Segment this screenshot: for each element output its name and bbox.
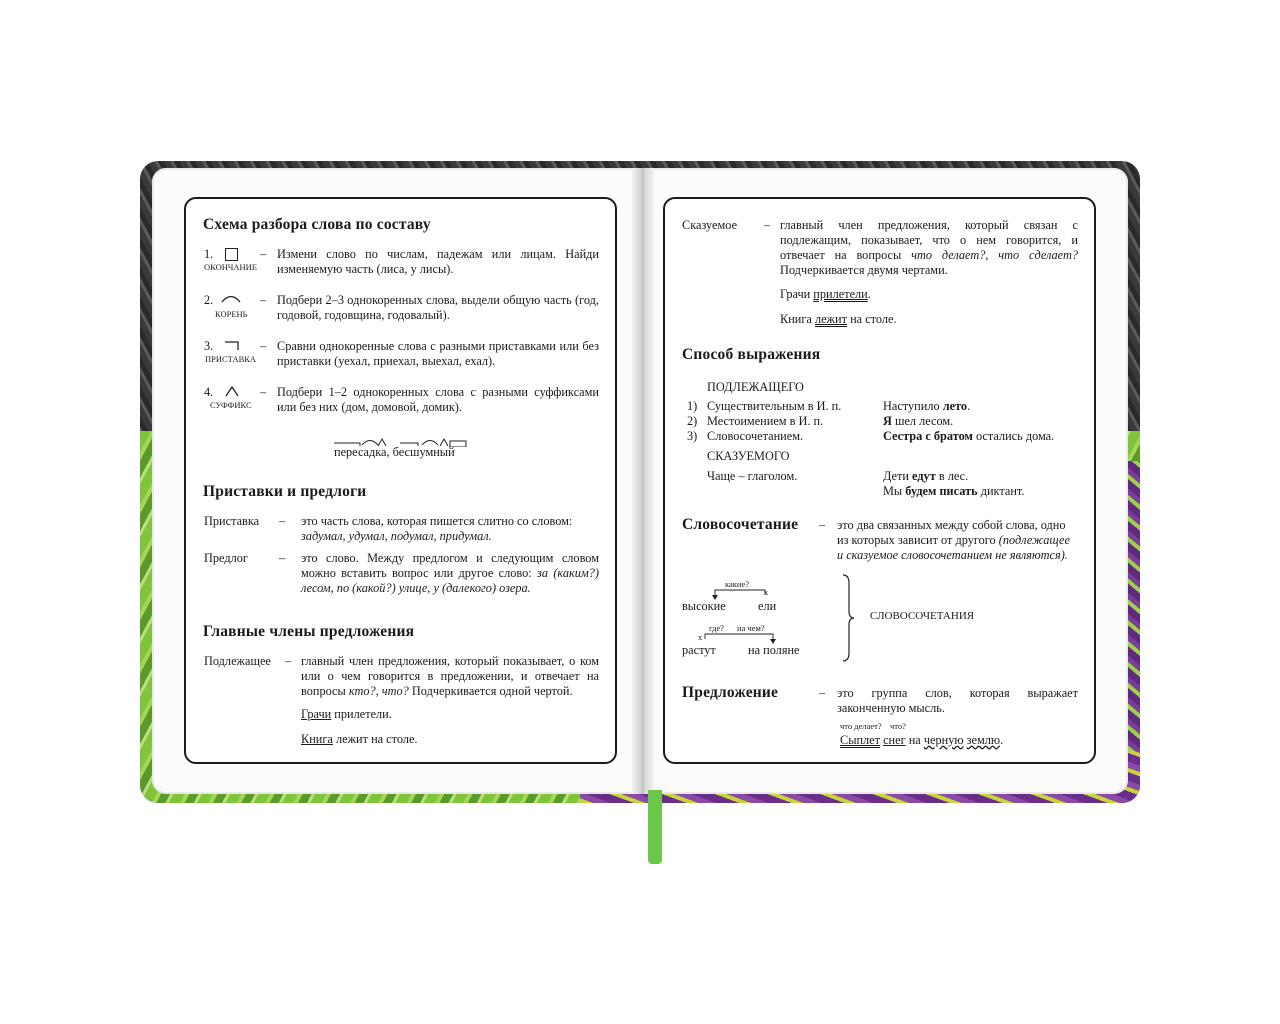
predicate-heading: СКАЗУЕМОГО — [707, 449, 790, 463]
ending-symbol-icon — [225, 248, 238, 261]
example-start: Грачи — [780, 287, 811, 301]
predicate-example-1 — [780, 287, 871, 302]
predicate-term: Сказуемое — [682, 218, 738, 232]
collocation-def-italic: (подлежащее и сказуемое словосочетанием не являются). — [837, 533, 1070, 562]
item-label: ПРИСТАВКА — [205, 354, 257, 364]
example-end: на столе. — [850, 312, 897, 326]
item-number: 3. — [204, 339, 214, 353]
double-underlined-predicate: лежит — [814, 312, 847, 326]
example-post: шел лесом. — [894, 414, 954, 428]
section-title-word-parts: Схема разбора слова по составу — [203, 216, 431, 233]
item-text: Подбери 2–3 однокоренных слова, выдели общую часть (год, годовой, годовщина, годовалый). — [277, 293, 599, 322]
item-label: ОКОНЧАНИЕ — [204, 262, 258, 272]
collocation-def-text: это два связанных между собой слова, одно из которых зависит от другого — [837, 518, 1066, 547]
predicate-definition — [780, 218, 1078, 278]
section-title-prefixes: Приставки и предлоги — [203, 483, 367, 500]
row-number: 2) — [687, 414, 698, 428]
example-start: Книга — [780, 312, 812, 326]
x-mark: x — [764, 587, 769, 597]
question-label: что? — [890, 721, 906, 731]
row-how: Существительным в И. п. — [707, 399, 842, 413]
example-rest: лежит на столе. — [335, 732, 418, 746]
item-number: 2. — [204, 293, 214, 307]
predicate-example-b — [883, 484, 1024, 499]
predicate-questions: что делает?, что сделает? — [911, 248, 1079, 262]
preposition-term: Предлог — [204, 551, 248, 565]
section-title-expression: Способ выражения — [682, 346, 821, 363]
example-bold: Я — [883, 414, 892, 428]
predicate-example-a — [883, 469, 968, 484]
prefix-def-text: это часть слова, которая пишется слитно со словом: — [301, 514, 573, 528]
collocations-label: СЛОВОСОЧЕТАНИЯ — [870, 610, 975, 622]
subject-heading: ПОДЛЕЖАЩЕГО — [707, 380, 804, 394]
bookmark-ribbon — [648, 790, 662, 864]
row-how: Словосочетанием. — [707, 429, 804, 443]
subject-example-1 — [301, 707, 392, 722]
dash: – — [279, 551, 286, 565]
item-text: Подбери 1–2 однокоренных слова с разными суффиксами или без них (дом, домовой, домик). — [277, 385, 599, 414]
word: ели — [758, 599, 777, 613]
right-page-panel — [663, 197, 1096, 764]
underlined-subject: Книга — [301, 732, 333, 746]
item-label: СУФФИКС — [210, 400, 252, 410]
question-label: где? — [709, 623, 724, 633]
left-page-panel — [184, 197, 617, 764]
dash: – — [260, 339, 267, 353]
prefix-examples: задумал, удумал, подумал, придумал. — [301, 529, 492, 543]
example-post: остались дома. — [975, 429, 1055, 443]
subject-word: снег — [883, 733, 906, 747]
sentence-definition: это группа слов, которая выражает законченную мысль. — [837, 686, 1078, 715]
dash: – — [819, 518, 826, 532]
morpheme-example: пересадка, бесшумный — [334, 445, 455, 459]
root-symbol-icon — [220, 293, 242, 303]
row-number: 1) — [687, 399, 698, 413]
item-text: Измени слово по числам, падежам или лицам. Найди изменяемую часть (лиса, у лисы). — [277, 247, 599, 276]
preposition-definition — [301, 551, 599, 596]
item-number: 4. — [204, 385, 214, 399]
item-text: Сравни однокоренные слова с разными приставками или без приставки (уехал, приехал, выехал, ехал). — [277, 339, 599, 368]
example-bold: Сестра с братом — [883, 429, 973, 443]
example-bold: едут — [912, 469, 936, 483]
row-example — [883, 429, 1054, 444]
collocation-definition — [837, 518, 1078, 563]
preposition-def-text: это слово. Между предлогом и следующим словом можно вставить вопрос или другое слово: — [301, 551, 599, 580]
attribute-word: черную — [923, 733, 964, 747]
prefix-term: Приставка — [204, 514, 260, 528]
example-pre: Дети — [883, 469, 909, 483]
item-number: 1. — [204, 247, 214, 261]
dash: – — [260, 247, 267, 261]
example-bold: лето — [942, 399, 968, 413]
object-word: землю — [966, 733, 1001, 747]
dash: – — [285, 654, 292, 668]
preposition-examples: за (каким?) лесом, по (какой?) улице, у (далекого) озера. — [301, 566, 599, 595]
word: высокие — [682, 599, 726, 613]
dash: – — [819, 686, 826, 700]
word: на поляне — [748, 643, 800, 657]
double-underlined-predicate: прилетели — [813, 287, 868, 301]
subject-def-text: главный член предложения, который показывает, о ком или о чем говорится в предложении, и отвечает на вопросы — [301, 654, 599, 698]
sentence-end: . — [1000, 733, 1004, 747]
curly-brace-icon — [841, 573, 855, 663]
prefix-definition — [301, 514, 599, 544]
subject-example-2 — [301, 732, 418, 747]
example-post: в лес. — [938, 469, 969, 483]
example-post: . — [967, 399, 971, 413]
dash: – — [279, 514, 286, 528]
dash: – — [260, 293, 267, 307]
example-pre: Наступило — [883, 399, 940, 413]
question-label: что делает? — [840, 721, 882, 731]
subject-questions: кто?, что? — [348, 684, 409, 698]
example-rest: прилетели. — [334, 707, 392, 721]
sentence-example — [840, 733, 1003, 748]
section-title-main-members: Главные члены предложения — [203, 623, 415, 640]
subject-definition — [301, 654, 599, 699]
suffix-symbol-icon — [224, 385, 240, 397]
row-example — [883, 414, 953, 429]
example-pre: Мы — [883, 484, 903, 498]
notebook-spine — [632, 168, 654, 794]
row-number: 3) — [687, 429, 698, 443]
question-label: на чем? — [737, 623, 765, 633]
question-label: какие? — [725, 579, 749, 589]
prefix-symbol-icon — [224, 341, 240, 351]
row-how: Местоимением в И. п. — [707, 414, 824, 428]
plain-word: на — [908, 733, 921, 747]
x-mark: x — [698, 632, 703, 642]
predicate-def-tail: Подчеркивается двумя чертами. — [780, 263, 948, 277]
example-end: . — [867, 287, 871, 301]
predicate-how: Чаще – глаголом. — [707, 469, 798, 483]
predicate-word: Сыплет — [840, 733, 881, 747]
section-title-sentence: Предложение — [682, 684, 779, 701]
dash: – — [764, 218, 771, 232]
predicate-def-text: главный член предложения, который связан с подлежащим, показывает, что о нем говорится, и отвечает на вопросы — [780, 218, 1078, 262]
example-post: диктант. — [980, 484, 1025, 498]
row-example — [883, 399, 970, 414]
dash: – — [260, 385, 267, 399]
example-bold: будем писать — [905, 484, 978, 498]
predicate-example-2 — [780, 312, 897, 327]
subject-def-tail: Подчеркивается одной чертой. — [411, 684, 573, 698]
item-label: КОРЕНЬ — [215, 309, 248, 319]
word: растут — [682, 643, 716, 657]
underlined-subject: Грачи — [301, 707, 332, 721]
subject-term: Подлежащее — [204, 654, 271, 668]
section-title-collocation: Словосочетание — [682, 516, 799, 533]
